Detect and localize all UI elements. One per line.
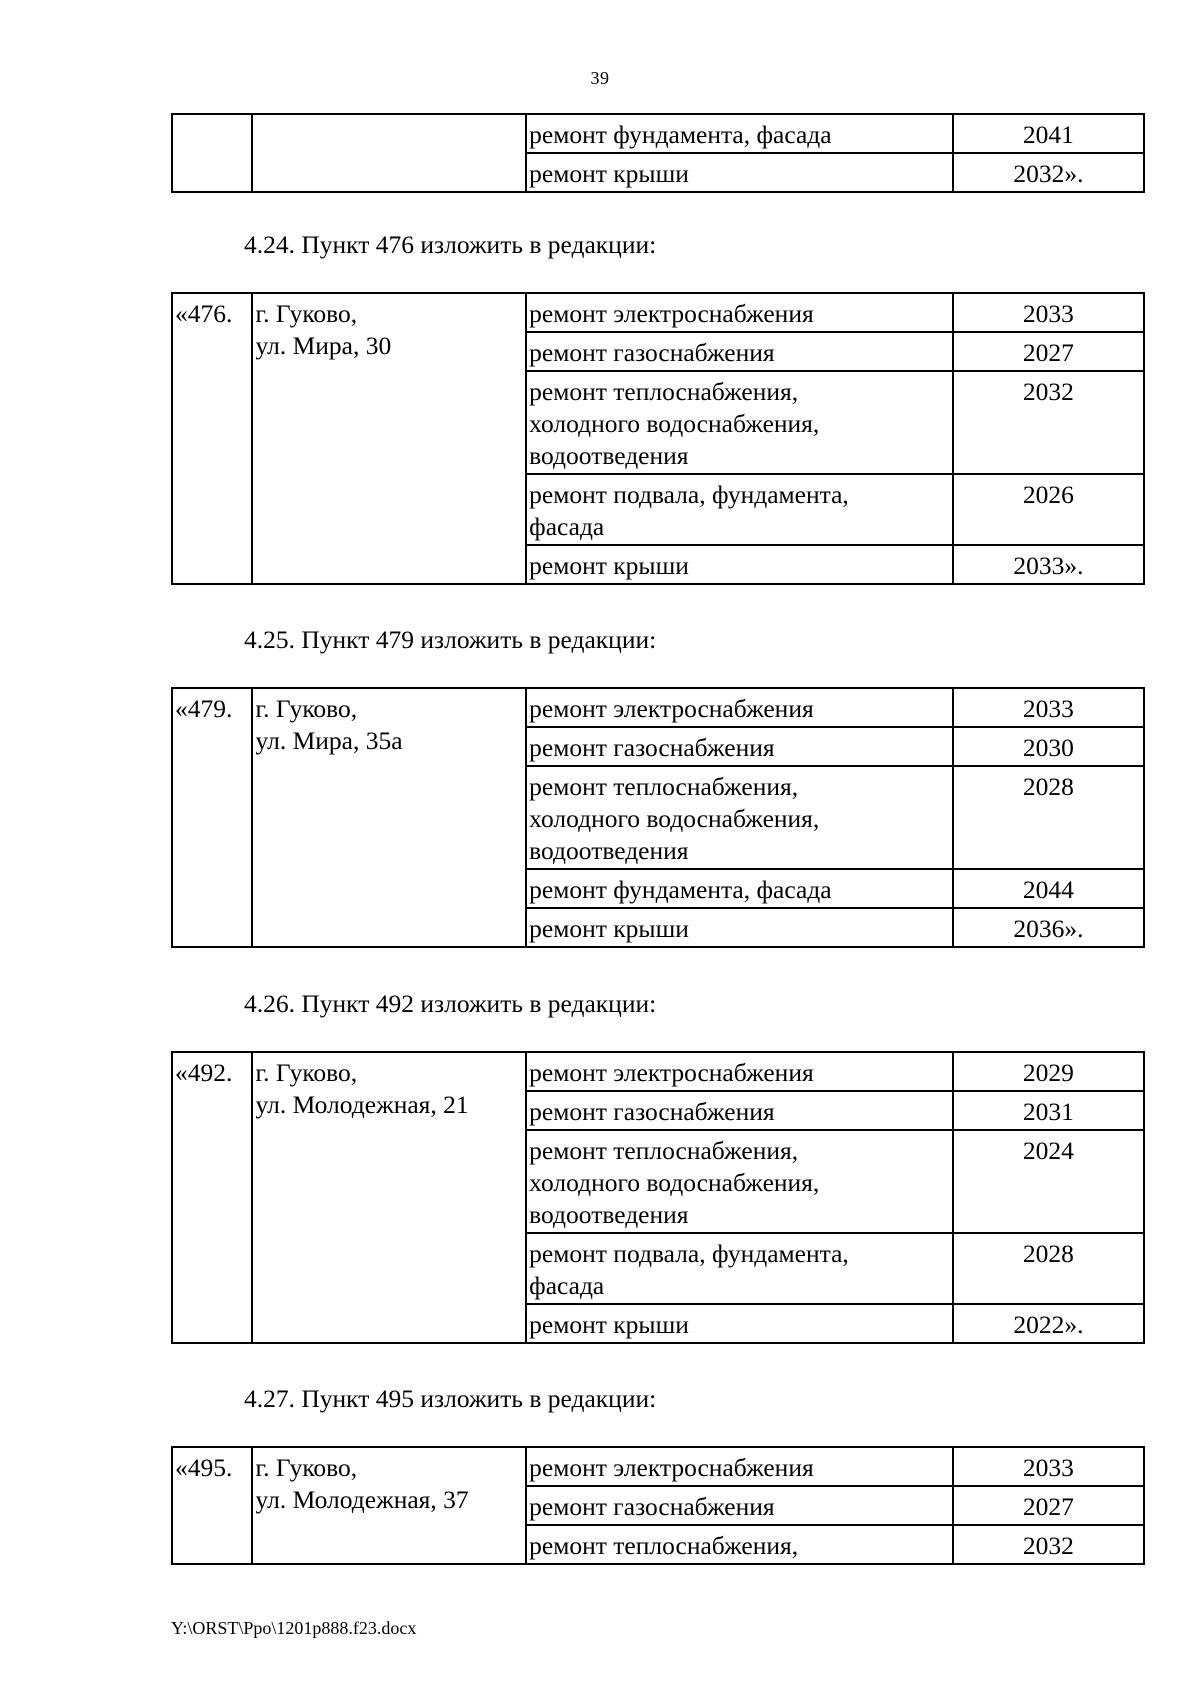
table-row: [172, 1447, 1144, 1486]
address-line: г. Гуково,: [255, 299, 358, 328]
work-line: ремонт теплоснабжения,: [529, 1531, 799, 1560]
address-cell: [252, 293, 526, 584]
work-line: ремонт электроснабжения: [529, 299, 814, 328]
year-cell: 2033: [953, 293, 1144, 332]
work-line: ремонт электроснабжения: [529, 1453, 814, 1482]
year-cell: 2032: [953, 371, 1144, 474]
work-cell: [526, 908, 953, 947]
table-row: [172, 293, 1144, 332]
item-number-cell: «495.: [172, 1447, 252, 1564]
work-cell: [526, 474, 953, 545]
work-line: ремонт крыши: [529, 914, 689, 943]
work-cell: [526, 1304, 953, 1343]
work-line: холодного водоснабжения,: [529, 1168, 820, 1197]
item-number-cell: «492.: [172, 1052, 252, 1343]
section-heading: 4.26. Пункт 492 изложить в редакции:: [244, 989, 657, 1018]
year-cell: 2030: [953, 727, 1144, 766]
section-table-476: [171, 292, 1145, 585]
year-cell: 2029: [953, 1052, 1144, 1091]
work-cell: [526, 1486, 953, 1525]
work-line: ремонт газоснабжения: [529, 338, 775, 367]
work-line: ремонт газоснабжения: [529, 733, 775, 762]
work-line: ремонт газоснабжения: [529, 1097, 775, 1126]
address-cell: [252, 1447, 526, 1564]
work-cell: [526, 1052, 953, 1091]
work-cell: ремонт фундамента, фасада: [526, 114, 953, 153]
section-table-492: [171, 1051, 1145, 1344]
year-cell: 2027: [953, 332, 1144, 371]
address-cell: [252, 688, 526, 947]
address-line: г. Гуково,: [255, 694, 358, 723]
work-cell: [526, 1091, 953, 1130]
year-cell: 2036».: [953, 908, 1144, 947]
year-cell: 2032: [953, 1525, 1144, 1564]
address-line: г. Гуково,: [255, 1453, 358, 1482]
work-line: водоотведения: [529, 441, 689, 470]
work-line: ремонт крыши: [529, 1310, 689, 1339]
table-row: [172, 114, 1144, 153]
year-cell: 2028: [953, 1233, 1144, 1304]
item-number-cell: «479.: [172, 688, 252, 947]
work-line: ремонт подвала, фундамента,: [529, 1239, 849, 1268]
work-cell: [526, 766, 953, 869]
work-cell: [526, 727, 953, 766]
work-line: холодного водоснабжения,: [529, 409, 820, 438]
section-table-479: [171, 687, 1145, 948]
work-cell: [526, 332, 953, 371]
work-cell: [526, 1233, 953, 1304]
page-number: 39: [590, 68, 610, 88]
work-cell: [526, 371, 953, 474]
address-line: г. Гуково,: [255, 1058, 358, 1087]
work-cell: [526, 1525, 953, 1564]
continuation-table: [171, 113, 1145, 193]
year-cell: 2028: [953, 766, 1144, 869]
address-cell: [252, 1052, 526, 1343]
work-line: ремонт теплоснабжения,: [529, 1136, 799, 1165]
year-cell: 2033: [953, 1447, 1144, 1486]
work-line: ремонт теплоснабжения,: [529, 772, 799, 801]
work-cell: [526, 293, 953, 332]
year-cell: 2033: [953, 688, 1144, 727]
work-cell: [526, 1130, 953, 1233]
item-number-cell: «476.: [172, 293, 252, 584]
footer-file-path: Y:\ORST\Ppo\1201p888.f23.docx: [171, 1618, 417, 1638]
work-line: фасада: [529, 1271, 605, 1300]
section-table-495: [171, 1446, 1145, 1565]
year-cell: 2041: [953, 114, 1144, 153]
year-cell: 2027: [953, 1486, 1144, 1525]
section-heading: 4.25. Пункт 479 изложить в редакции:: [244, 625, 657, 654]
work-cell: ремонт крыши: [526, 153, 953, 192]
year-cell: 2044: [953, 869, 1144, 908]
work-cell: [526, 688, 953, 727]
year-cell: 2024: [953, 1130, 1144, 1233]
section-heading: 4.27. Пункт 495 изложить в редакции:: [244, 1384, 657, 1413]
work-line: холодного водоснабжения,: [529, 804, 820, 833]
work-line: ремонт электроснабжения: [529, 1058, 814, 1087]
year-cell: 2033».: [953, 545, 1144, 584]
address-cell: [252, 114, 526, 192]
work-line: ремонт газоснабжения: [529, 1492, 775, 1521]
work-cell: [526, 869, 953, 908]
work-cell: [526, 1447, 953, 1486]
section-heading: 4.24. Пункт 476 изложить в редакции:: [244, 230, 657, 259]
address-line: ул. Мира, 35а: [255, 726, 403, 755]
work-cell: [526, 545, 953, 584]
work-line: водоотведения: [529, 1200, 689, 1229]
address-line: ул. Молодежная, 37: [255, 1485, 469, 1514]
work-line: фасада: [529, 512, 605, 541]
year-cell: 2022».: [953, 1304, 1144, 1343]
work-line: ремонт электроснабжения: [529, 694, 814, 723]
address-line: ул. Мира, 30: [255, 331, 392, 360]
work-line: водоотведения: [529, 836, 689, 865]
year-cell: 2031: [953, 1091, 1144, 1130]
year-cell: 2032».: [953, 153, 1144, 192]
work-line: ремонт теплоснабжения,: [529, 377, 799, 406]
item-number-cell: [172, 114, 252, 192]
table-row: [172, 1052, 1144, 1091]
year-cell: 2026: [953, 474, 1144, 545]
address-line: ул. Молодежная, 21: [255, 1090, 469, 1119]
work-line: ремонт фундамента, фасада: [529, 875, 832, 904]
table-row: [172, 688, 1144, 727]
work-line: ремонт крыши: [529, 551, 689, 580]
work-line: ремонт подвала, фундамента,: [529, 480, 849, 509]
